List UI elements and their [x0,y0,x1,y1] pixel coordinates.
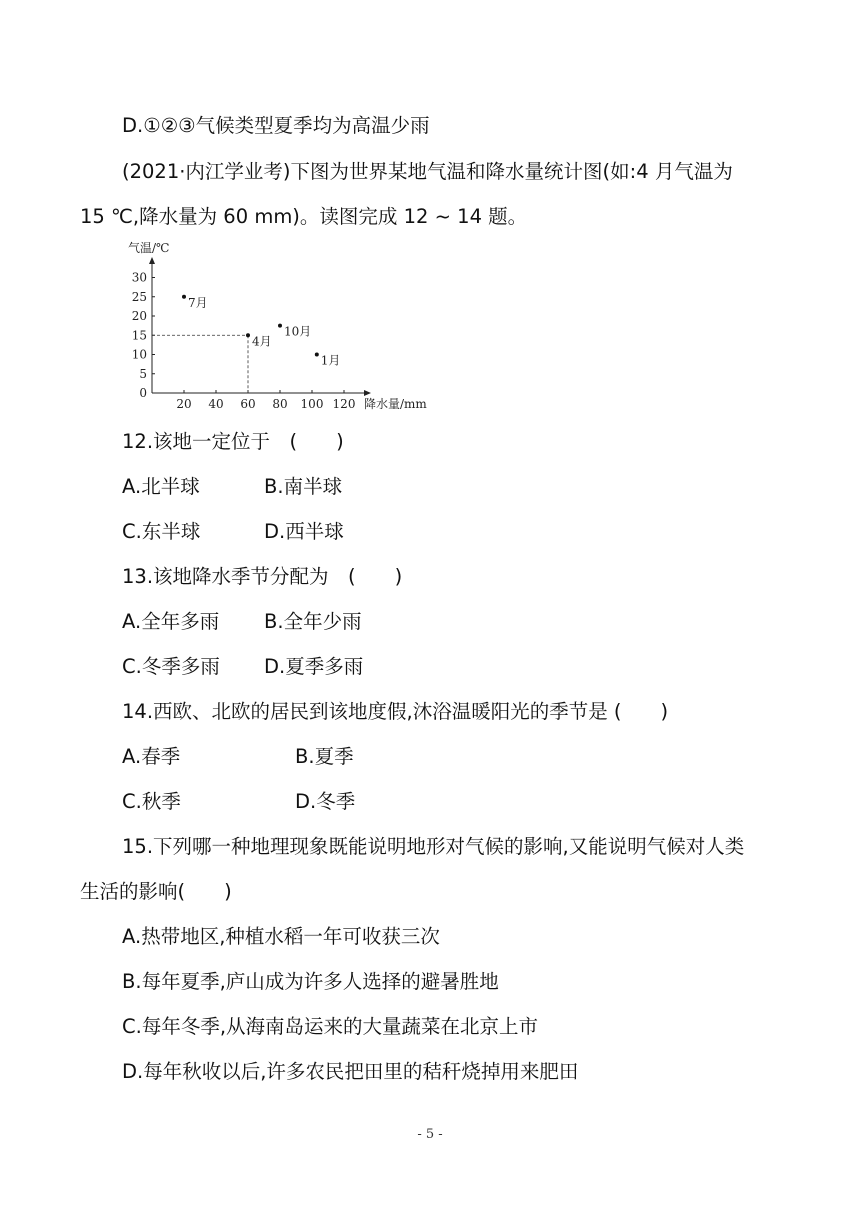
data-point [315,353,319,357]
data-point [278,324,282,328]
q14-option-a: A.春季 [122,745,181,768]
x-tick-label: 60 [240,397,256,411]
temperature-precipitation-chart [112,234,432,416]
q13-option-a: A.全年多雨 [122,610,220,633]
q13-option-c: C.冬季多雨 [122,655,220,678]
y-tick-label: 20 [131,309,147,323]
q12-option-d: D.西半球 [264,520,344,543]
q13-stem: 13.该地降水季节分配为 ( ) [122,565,403,588]
q15-stem-line-1: 15.下列哪一种地理现象既能说明地形对气候的影响,又能说明气候对人类 [122,835,745,858]
q15-option-c: C.每年冬季,从海南岛运来的大量蔬菜在北京上市 [122,1015,539,1038]
data-point-label: 1月 [320,353,341,368]
q15-stem-line-2: 生活的影响( ) [80,880,232,903]
x-axis-label: 降水量/mm [364,397,427,411]
q14-option-b: B.夏季 [295,745,354,768]
x-tick-label: 100 [300,397,324,411]
y-axis-label: 气温/℃ [128,241,170,255]
q15-option-d: D.每年秋收以后,许多农民把田里的秸秆烧掉用来肥田 [122,1060,579,1083]
q15-option-a: A.热带地区,种植水稻一年可收获三次 [122,925,440,948]
data-point [182,295,186,299]
x-tick-label: 40 [208,397,224,411]
y-tick-label: 10 [131,347,147,362]
x-tick-label: 80 [272,397,288,411]
q11-option-d: D.①②③气候类型夏季均为高温少雨 [122,114,430,137]
page-number: - 5 - [417,1127,443,1142]
q12-option-b: B.南半球 [264,475,343,498]
data-point [246,333,250,337]
q14-stem: 14.西欧、北欧的居民到该地度假,沐浴温暖阳光的季节是 ( ) [122,700,669,723]
q13-option-b: B.全年少雨 [264,610,362,633]
data-point-label: 7月 [188,295,208,310]
q15-option-b: B.每年夏季,庐山成为许多人选择的避暑胜地 [122,970,499,993]
intro-line-1: (2021·内江学业考)下图为世界某地气温和降水量统计图(如:4 月气温为 [122,160,733,183]
q12-option-a: A.北半球 [122,475,200,498]
x-tick-label: 20 [176,397,192,411]
data-point-label: 10月 [284,324,312,339]
x-tick-label: 120 [332,397,356,411]
y-tick-label: 25 [131,289,147,304]
q12-stem: 12.该地一定位于 ( ) [122,430,344,453]
y-tick-label: 5 [139,366,147,381]
data-point-label: 4月 [252,334,272,349]
y-tick-label: 30 [131,270,147,285]
q14-option-c: C.秋季 [122,790,181,813]
q14-option-d: D.冬季 [295,790,356,813]
y-tick-label: 0 [139,386,147,400]
intro-line-2: 15 ℃,降水量为 60 mm)。读图完成 12 ~ 14 题。 [80,205,528,228]
q13-option-d: D.夏季多雨 [264,655,364,678]
y-tick-label: 15 [131,328,147,343]
q12-option-c: C.东半球 [122,520,201,543]
